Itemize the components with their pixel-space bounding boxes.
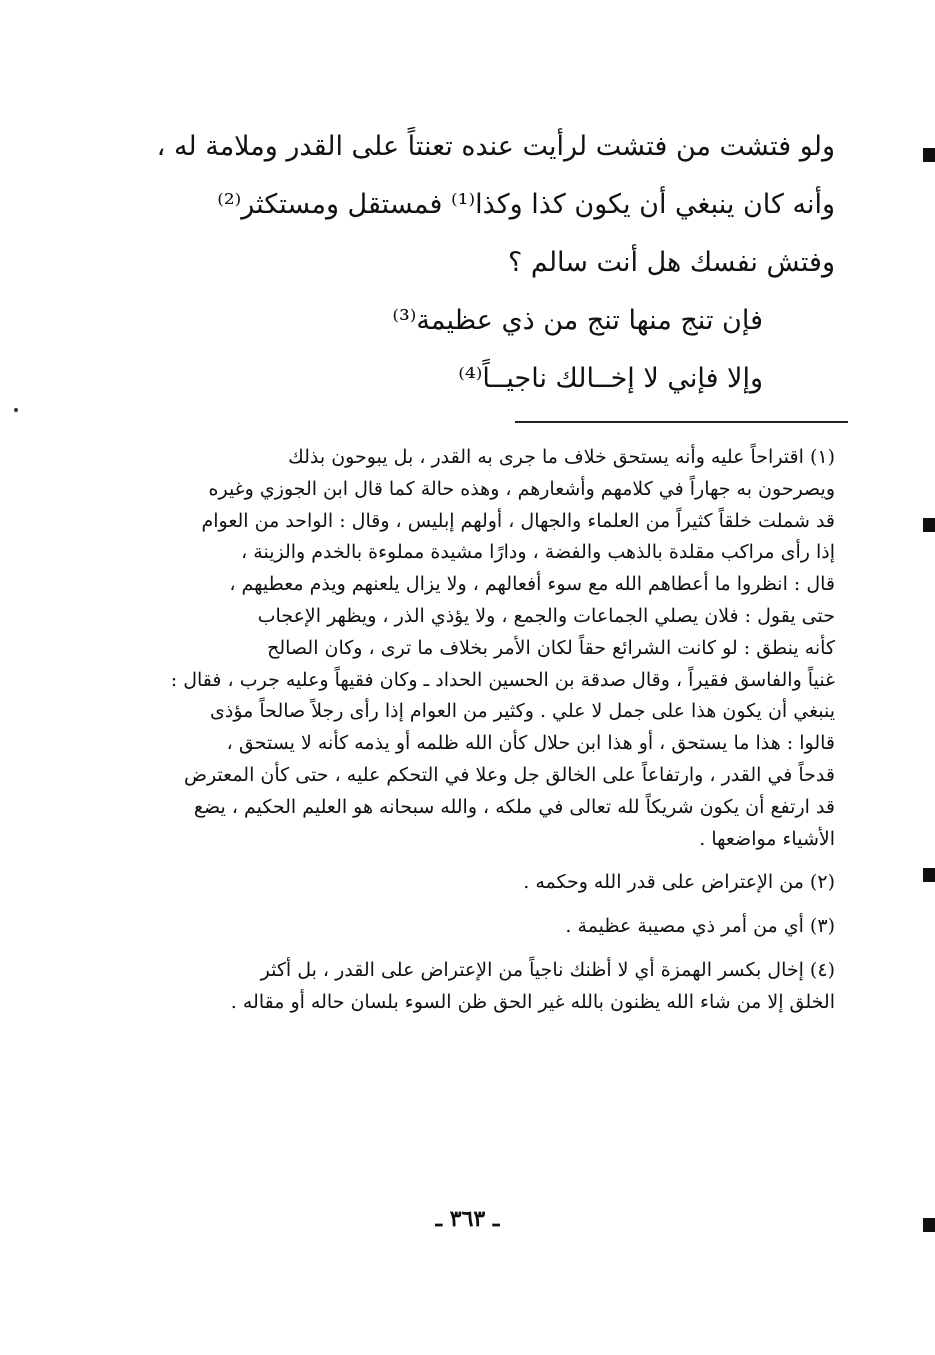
footnote-line: حتى يقول : فلان يصلي الجماعات والجمع ، ولا يؤذي الذر ، ويظهر الإعجاب: [257, 604, 835, 627]
footnote-line: قد شملت خلقاً كثيراً من العلماء والجهال ، أولهم إبليس ، وقال : الواحد من العوام: [201, 509, 835, 532]
main-line: وفتش نفسك هل أنت سالم ؟: [507, 247, 835, 278]
footnote-line: ينبغي أن يكون هذا على جمل لا علي . وكثير من العوام إذا رأى رجلاً صالحاً مؤذى: [210, 700, 835, 723]
verse-line: فإن تنج منها تنج من ذي عظيمة⁽³⁾: [392, 305, 763, 336]
footnote-line: ويصرحون به جهاراً في كلامهم وأشعارهم ، وهذه حالة كما قال ابن الجوزي وغيره: [208, 477, 835, 500]
main-line: وأنه كان ينبغي أن يكون كذا وكذا⁽¹⁾ فمستقل ومستكثر⁽²⁾: [217, 189, 835, 220]
footnote-line: الخلق إلا من شاء الله يظنون بالله غير الحق ظن السوء بلسان حاله أو مقاله .: [230, 990, 835, 1013]
footnote-1: [110, 442, 835, 855]
footnote-4: [110, 955, 835, 1019]
footnote-2: [110, 867, 835, 899]
footnote-line: قدحاً في القدر ، وارتفاعاً على الخالق جل وعلا في التحكم عليه ، حتى كأن المعترض: [183, 763, 835, 786]
main-line: ولو فتشت من فتشت لرأيت عنده تعنتاً على القدر وملامة له ،: [156, 131, 835, 162]
scan-speck: [14, 408, 18, 412]
footnote-line: (٢) من الإعتراض على قدر الله وحكمه .: [523, 871, 835, 894]
scan-edge-mark: [923, 518, 935, 532]
scan-edge-mark: [923, 148, 935, 162]
page-number: ـ ٣٦٣ ـ: [435, 1206, 500, 1232]
footnote-3: [110, 911, 835, 943]
footnote-line: الأشياء مواضعها .: [699, 827, 835, 850]
footnote-separator: [515, 421, 848, 423]
scan-edge-mark: [923, 868, 935, 882]
footnote-line: قالوا : هذا ما يستحق ، أو هذا ابن حلال كأن الله ظلمه أو يذمه كأنه لا يستحق ،: [226, 732, 835, 755]
footnote-line: قد ارتفع أن يكون شريكاً لله تعالى في ملكه ، والله سبحانه هو العليم الحكيم ، يضع: [193, 795, 835, 818]
scan-edge-mark: [923, 1218, 935, 1232]
footnote-line: (٣) أي من أمر ذي مصيبة عظيمة .: [565, 915, 835, 938]
footnote-line: (١) اقتراحاً عليه وأنه يستحق خلاف ما جرى به القدر ، بل يبوحون بذلك: [288, 446, 835, 468]
footnote-line: غنياً والفاسق فقيراً ، وقال صدقة بن الحسين الحداد ـ وكان فقيهاً وعليه جرب ، فقال :: [170, 668, 835, 691]
main-text: [100, 118, 835, 408]
verse-line: وإلا فإني لا إخــالك ناجيــاً⁽⁴⁾: [458, 363, 763, 394]
footnotes: [110, 442, 835, 1019]
footnote-line: إذا رأى مراكب مقلدة بالذهب والفضة ، ودارًا مشيدة مملوءة بالخدم والزينة ،: [241, 541, 835, 564]
footnote-line: قال : انظروا ما أعطاهم الله مع سوء أفعالهم ، ولا يزال يلعنهم ويذم معطيهم ،: [229, 573, 835, 596]
footnote-line: (٤) إخال بكسر الهمزة أي لا أظنك ناجياً من الإعتراض على القدر ، بل أكثر: [260, 958, 835, 981]
footnote-line: كأنه ينطق : لو كانت الشرائع حقاً لكان الأمر بخلاف ما ترى ، وكان الصالح: [267, 636, 835, 659]
